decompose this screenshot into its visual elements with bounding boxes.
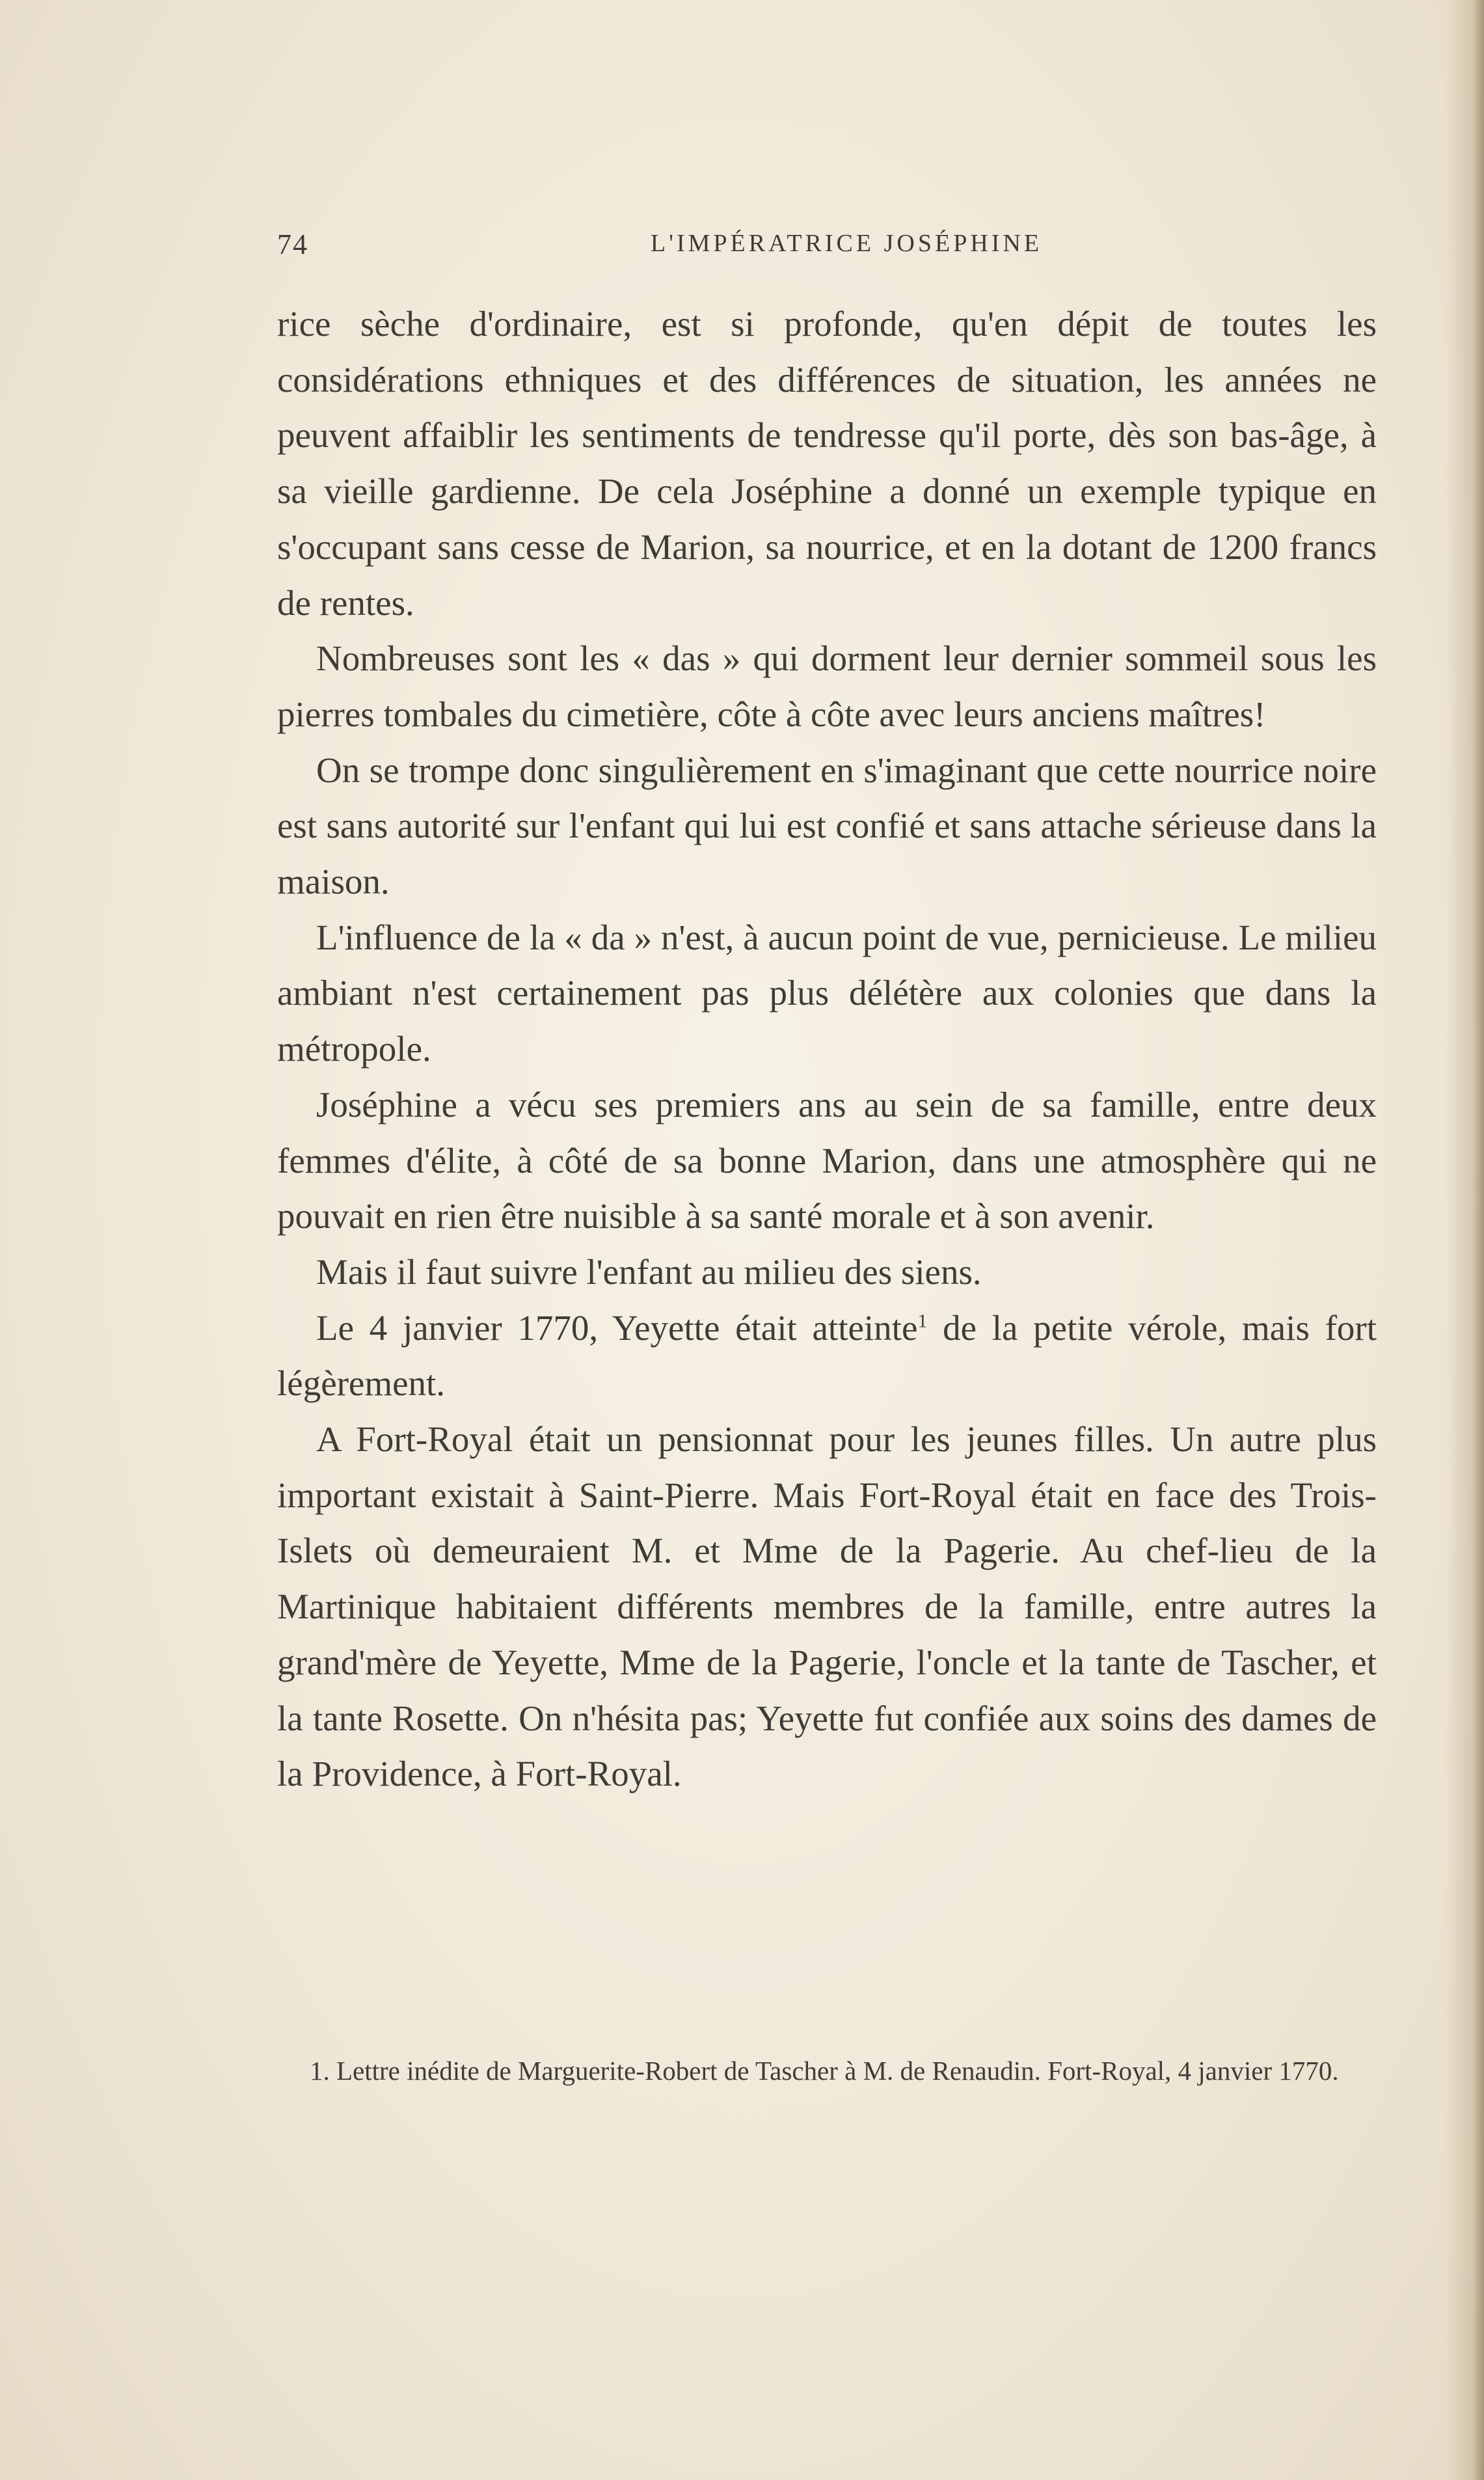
paragraph: L'influence de la « da » n'est, à aucun point de vue, pernicieuse. Le milieu ambiant n'est certainement pas plus délétère aux colonies que dans la métropole.: [277, 917, 1377, 1069]
body-text: [277, 296, 1377, 1802]
page-number: 74: [277, 228, 308, 260]
paragraph: On se trompe donc singulièrement en s'imaginant que cette nourrice noire est sans autorité sur l'enfant qui lui est confié et sans attache sérieuse dans la maison.: [277, 750, 1377, 902]
paragraph-with-footnote: [277, 1300, 1377, 1411]
running-title: L'IMPÉRATRICE JOSÉPHINE: [650, 230, 1043, 257]
footnote-marker: 1: [917, 1310, 928, 1332]
paragraph: rice sèche d'ordinaire, est si profonde, qu'en dépit de toutes les considérations ethniques et des différences de situation, les années ne peuvent affaiblir les sentiments de tendresse qu'il porte, dès son bas-âge, à sa vieille gardienne. De cela Joséphine a donné un exemple typique en s'occupant sans cesse de Marion, sa nourrice, et en la dotant de 1200 francs de rentes.: [277, 304, 1377, 623]
paragraph: Joséphine a vécu ses premiers ans au sein de sa famille, entre deux femmes d'élite, à côté de sa bonne Marion, dans une atmosphère qui ne pouvait en rien être nuisible à sa santé morale et à son avenir.: [277, 1084, 1377, 1236]
paragraph: Mais il faut suivre l'enfant au milieu des siens.: [316, 1251, 982, 1292]
paragraph: Nombreuses sont les « das » qui dorment leur dernier sommeil sous les pierres tombales du cimetière, côte à côte avec leurs anciens maîtres!: [277, 638, 1377, 734]
footnote: 1. Lettre inédite de Marguerite-Robert de Tascher à M. de Renaudin. Fort-Royal, 4 janvier 1770.: [310, 2056, 1339, 2086]
paragraph-text: Le 4 janvier 1770, Yeyette était atteinte: [316, 1307, 918, 1348]
paragraph-text: de la petite vérole, mais fort légèrement.: [277, 1307, 1377, 1404]
running-head: [277, 228, 1377, 267]
page-edge-shadow: [1445, 0, 1484, 2480]
paragraph: A Fort-Royal était un pensionnat pour les jeunes filles. Un autre plus important existait à Saint-Pierre. Mais Fort-Royal était en face des Trois-Islets où demeuraient M. et Mme de la Pagerie. Au chef-lieu de la Martinique habitaient différents membres de la famille, entre autres la grand'mère de Yeyette, Mme de la Pagerie, l'oncle et la tante de Tascher, et la tante Rosette. On n'hésita pas; Yeyette fut confiée aux soins des dames de la Providence, à Fort-Royal.: [277, 1419, 1377, 1794]
